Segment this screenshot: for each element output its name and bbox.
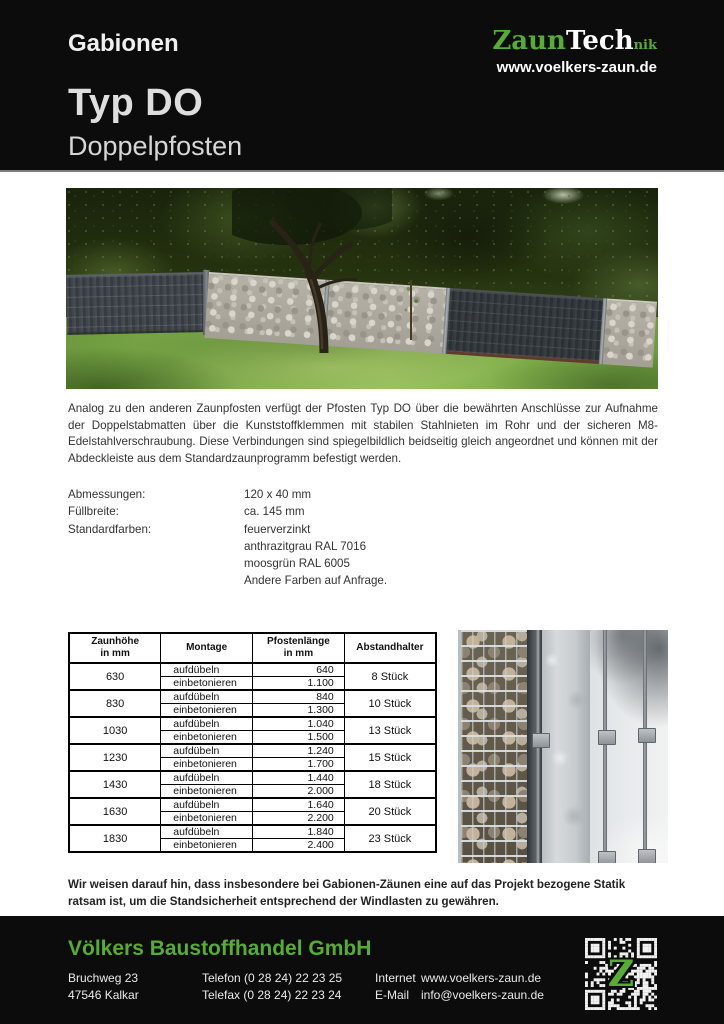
cell-pfostenlaenge: 1.040 <box>253 717 345 731</box>
cell-montage: einbetonieren <box>161 731 253 745</box>
header-title: Zaunhöhe <box>91 636 140 647</box>
tree <box>232 188 392 353</box>
email-line <box>375 987 544 1004</box>
address-block <box>68 970 139 1004</box>
email-label: E-Mail <box>375 988 410 1002</box>
cell-montage: einbetonieren <box>161 839 253 853</box>
logo-part-nik: nik <box>633 38 657 53</box>
spec-row <box>68 486 498 503</box>
spec-value: feuerverzinkt <box>244 522 311 536</box>
header-title: Abstandhalter <box>356 642 424 653</box>
brand-url: www.voelkers-zaun.de <box>496 59 657 76</box>
cell-pfostenlaenge: 640 <box>253 663 345 677</box>
statics-note: Wir weisen darauf hin, dass insbesondere bei Gabionen-Zäunen eine auf das Projekt bezogene Statik ratsam ist, um die Standsicherheit entsprechend der Windlasten zu gewähren. <box>68 878 626 908</box>
cell-montage: aufdübeln <box>161 771 253 785</box>
mesh-rod <box>603 630 607 863</box>
logo-part-zaun: Zaun <box>492 26 566 56</box>
qr-code <box>585 938 657 1010</box>
header-subtitle: in mm <box>283 648 314 659</box>
clamp-connector <box>638 849 656 863</box>
clamp-connector <box>598 851 616 863</box>
header-title: Montage <box>186 642 228 653</box>
cell-abstandhalter: 15 Stück <box>344 744 436 771</box>
cell-zaunhoehe: 1630 <box>69 798 161 825</box>
cell-abstandhalter: 23 Stück <box>344 825 436 852</box>
table-header-cell <box>161 633 253 663</box>
table-header-cell <box>253 633 345 663</box>
cell-abstandhalter: 13 Stück <box>344 717 436 744</box>
internet-label: Internet <box>375 971 416 985</box>
address-street: Bruchweg 23 <box>68 971 139 985</box>
cell-abstandhalter: 8 Stück <box>344 663 436 690</box>
intro-paragraph: Analog zu den anderen Zaunpfosten verfügt der Pfosten Typ DO über die bewährten Anschlüsse zur Aufnahme der Doppelstabmatten über die Kunststoffklemmen mit stabilen Stahlnieten im Rohr und der sicheren M8-Edelstahlverschraubung. Diese Verbindungen sind spiegelbildlich beidseitig gleich angeordnet und können mit der Abdeckleiste aus dem Standardzaunprogramm befestigt werden. <box>68 402 658 465</box>
cell-pfostenlaenge: 1.500 <box>253 731 345 745</box>
spec-value: anthrazitgrau RAL 7016 <box>244 539 367 553</box>
table-row <box>69 798 436 812</box>
brand-wordmark <box>492 27 657 60</box>
mesh-rod <box>643 630 647 863</box>
cell-pfostenlaenge: 1.440 <box>253 771 345 785</box>
address-city: 47546 Kalkar <box>68 988 139 1002</box>
spec-label: Füllbreite: <box>68 505 119 519</box>
cell-zaunhoehe: 1030 <box>69 717 161 744</box>
cell-montage: einbetonieren <box>161 812 253 826</box>
fax-line: Telefax (0 28 24) 22 23 24 <box>202 988 342 1002</box>
garden-gabion-fence-photo <box>66 188 658 389</box>
internet-line <box>375 970 544 987</box>
cell-zaunhoehe: 630 <box>69 663 161 690</box>
table-row <box>69 744 436 758</box>
spec-value: moosgrün RAL 6005 <box>244 557 350 571</box>
cell-montage: aufdübeln <box>161 663 253 677</box>
spec-values <box>244 521 498 590</box>
cell-abstandhalter: 20 Stück <box>344 798 436 825</box>
cell-montage: aufdübeln <box>161 690 253 704</box>
spec-row <box>68 521 498 590</box>
company-name: Völkers Baustoffhandel GmbH <box>68 937 372 960</box>
footer-band <box>0 916 724 1024</box>
spec-values <box>244 486 498 503</box>
cell-pfostenlaenge: 2.000 <box>253 785 345 799</box>
specs-list <box>68 486 498 590</box>
cell-montage: aufdübeln <box>161 825 253 839</box>
wire-mesh-grid <box>458 630 527 863</box>
header-title: Pfostenlänge <box>266 636 330 647</box>
logo-part-tech: Tech <box>565 26 634 56</box>
cell-montage: aufdübeln <box>161 798 253 812</box>
table-row <box>69 663 436 677</box>
cell-montage: aufdübeln <box>161 717 253 731</box>
gabion-stone-panel <box>603 299 657 368</box>
qr-logo-letter: Z <box>607 953 635 995</box>
online-block <box>375 970 544 1004</box>
product-title: Typ DO <box>68 82 204 124</box>
gabion-post-detail-photo <box>458 630 668 863</box>
table-row <box>69 771 436 785</box>
clamp-connector <box>598 730 616 745</box>
cell-pfostenlaenge: 1.640 <box>253 798 345 812</box>
cell-montage: einbetonieren <box>161 704 253 718</box>
cell-zaunhoehe: 1830 <box>69 825 161 852</box>
cell-pfostenlaenge: 2.200 <box>253 812 345 826</box>
cell-montage: einbetonieren <box>161 758 253 772</box>
cell-montage: aufdübeln <box>161 744 253 758</box>
cell-pfostenlaenge: 1.840 <box>253 825 345 839</box>
table-row <box>69 825 436 839</box>
email-value: info@voelkers-zaun.de <box>421 988 544 1002</box>
brand-logo <box>492 27 657 76</box>
spec-label: Abmessungen: <box>68 488 146 501</box>
post-length-table <box>68 632 437 853</box>
cell-montage: einbetonieren <box>161 785 253 799</box>
cell-zaunhoehe: 1230 <box>69 744 161 771</box>
phone-block <box>202 970 342 1004</box>
fence-left-run-slats <box>66 272 206 335</box>
spec-value: Andere Farben auf Anfrage. <box>244 574 388 588</box>
table-header-cell <box>344 633 436 663</box>
category-title: Gabionen <box>68 30 179 57</box>
cell-pfostenlaenge: 1.100 <box>253 677 345 691</box>
header-subtitle: in mm <box>100 648 130 659</box>
spec-label: Standardfarben: <box>68 522 152 536</box>
cell-abstandhalter: 18 Stück <box>344 771 436 798</box>
internet-value: www.voelkers-zaun.de <box>421 971 542 985</box>
table-row <box>69 717 436 731</box>
clamp-connector <box>638 728 656 743</box>
table-header-cell <box>69 633 161 663</box>
cell-zaunhoehe: 1430 <box>69 771 161 798</box>
cell-pfostenlaenge: 1.300 <box>253 704 345 718</box>
cell-zaunhoehe: 830 <box>69 690 161 717</box>
cell-pfostenlaenge: 1.240 <box>253 744 345 758</box>
spec-values <box>244 503 498 520</box>
spec-value: ca. 145 mm <box>244 505 305 519</box>
cell-pfostenlaenge: 2.400 <box>253 839 345 853</box>
cell-pfostenlaenge: 1.700 <box>253 758 345 772</box>
sapling <box>398 280 424 340</box>
table-header-row <box>69 633 436 663</box>
cell-abstandhalter: 10 Stück <box>344 690 436 717</box>
cell-pfostenlaenge: 840 <box>253 690 345 704</box>
spec-value: 120 x 40 mm <box>244 488 312 501</box>
spec-row <box>68 503 498 520</box>
privacy-slat-panel <box>447 288 604 364</box>
clamp-connector <box>532 733 550 748</box>
cell-montage: einbetonieren <box>161 677 253 691</box>
table-row <box>69 690 436 704</box>
phone-line: Telefon (0 28 24) 22 23 25 <box>202 971 343 985</box>
header-band <box>0 0 724 172</box>
product-subtitle: Doppelpfosten <box>68 131 243 161</box>
